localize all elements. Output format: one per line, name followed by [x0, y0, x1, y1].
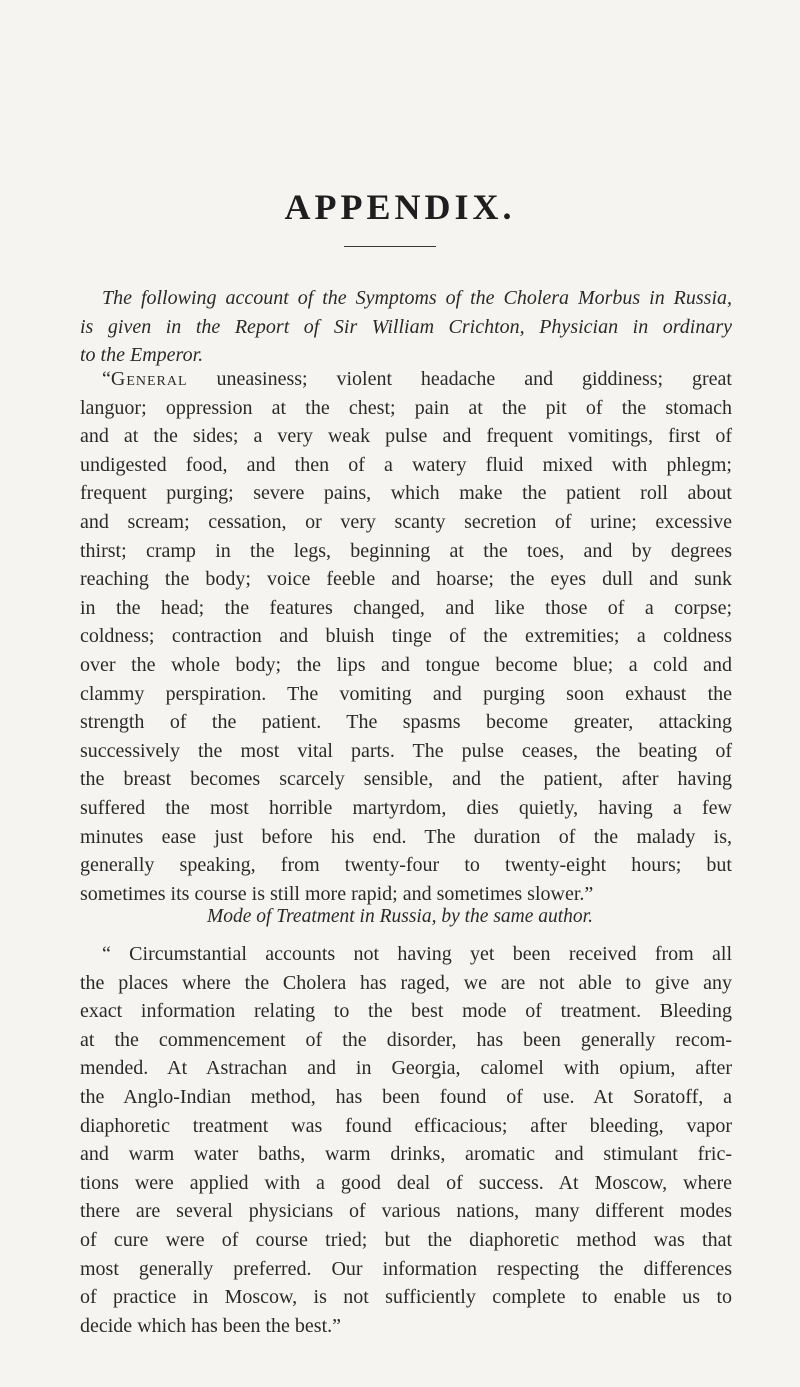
paragraph-line: and at the sides; a very weak pulse and frequent vomitings, first of [80, 425, 732, 448]
paragraph-line: of cure were of course tried; but the diaphoretic method was that [80, 1228, 732, 1251]
section-heading: Mode of Treatment in Russia, by the same author. [206, 906, 593, 927]
paragraph-line: at the commencement of the disorder, has been generally recom- [80, 1028, 732, 1051]
lead-line-text: uneasiness; violent headache and giddiness; great [187, 368, 732, 390]
paragraph-line: of practice in Moscow, is not sufficiently complete to enable us to [80, 1286, 732, 1309]
paragraph-line: and scream; cessation, or very scanty secretion of urine; excessive [80, 510, 732, 533]
intro-line: is given in the Report of Sir William Crichton, Physician in ordinary [80, 315, 732, 338]
paragraph-line: and warm water baths, warm drinks, aromatic and stimulant fric- [80, 1143, 732, 1166]
paragraph-line: mended. At Astrachan and in Georgia, calomel with opium, after [80, 1057, 732, 1080]
treatment-paragraph [80, 940, 732, 1340]
paragraph-line: frequent purging; severe pains, which make the patient roll about [80, 482, 732, 505]
paragraph-line: successively the most vital parts. The pulse ceases, the beating of [80, 739, 732, 762]
paragraph-line: exact information relating to the best mode of treatment. Bleeding [80, 1000, 732, 1023]
paragraph-line: thirst; cramp in the legs, beginning at the toes, and by degrees [80, 539, 732, 562]
paragraph-line: there are several physicians of various nations, many different modes [80, 1200, 732, 1223]
paragraph-line: the breast becomes scarcely sensible, and the patient, after having [80, 768, 732, 791]
paragraph-line: undigested food, and then of a watery fluid mixed with phlegm; [80, 453, 732, 476]
paragraph-line: suffered the most horrible martyrdom, dies quietly, having a few [80, 796, 732, 819]
page-title: APPENDIX. [284, 187, 516, 227]
paragraph-line: minutes ease just before his end. The duration of the malady is, [80, 825, 732, 848]
paragraph-line: diaphoretic treatment was found efficacious; after bleeding, vapor [80, 1114, 732, 1137]
paragraph-line: clammy perspiration. The vomiting and purging soon exhaust the [80, 682, 732, 705]
lead-word: General [110, 368, 188, 390]
paragraph-line: most generally preferred. Our information respecting the differences [80, 1257, 732, 1280]
paragraph-line: generally speaking, from twenty-four to twenty-eight hours; but [80, 854, 732, 877]
intro-line: The following account of the Symptoms of the Cholera Morbus in Russia, [102, 287, 732, 309]
paragraph-line: in the head; the features changed, and like those of a corpse; [80, 596, 732, 619]
paragraph-line [80, 365, 732, 394]
paragraph-line: “ Circumstantial accounts not having yet been received from all [102, 943, 732, 965]
intro-paragraph [80, 284, 732, 370]
paragraph-line: tions were applied with a good deal of success. At Moscow, where [80, 1171, 732, 1194]
paragraph-line: the places where the Cholera has raged, we are not able to give any [80, 971, 732, 994]
intro-line: to the Emperor. [80, 344, 204, 366]
paragraph-line: over the whole body; the lips and tongue become blue; a cold and [80, 653, 732, 676]
title-rule [344, 246, 436, 247]
paragraph-line: strength of the patient. The spasms become greater, attacking [80, 711, 732, 734]
paragraph-line: decide which has been the best.” [80, 1314, 342, 1337]
open-quote: “ [102, 368, 111, 390]
paragraph-line: reaching the body; voice feeble and hoarse; the eyes dull and sunk [80, 568, 732, 591]
symptoms-paragraph [80, 365, 732, 908]
paragraph-line: languor; oppression at the chest; pain at the pit of the stomach [80, 396, 732, 419]
paragraph-line: the Anglo-Indian method, has been found of use. At Soratoff, a [80, 1085, 732, 1108]
paragraph-line: coldness; contraction and bluish tinge of the extremities; a coldness [80, 625, 732, 648]
paragraph-line: sometimes its course is still more rapid; and sometimes slower.” [80, 882, 594, 905]
